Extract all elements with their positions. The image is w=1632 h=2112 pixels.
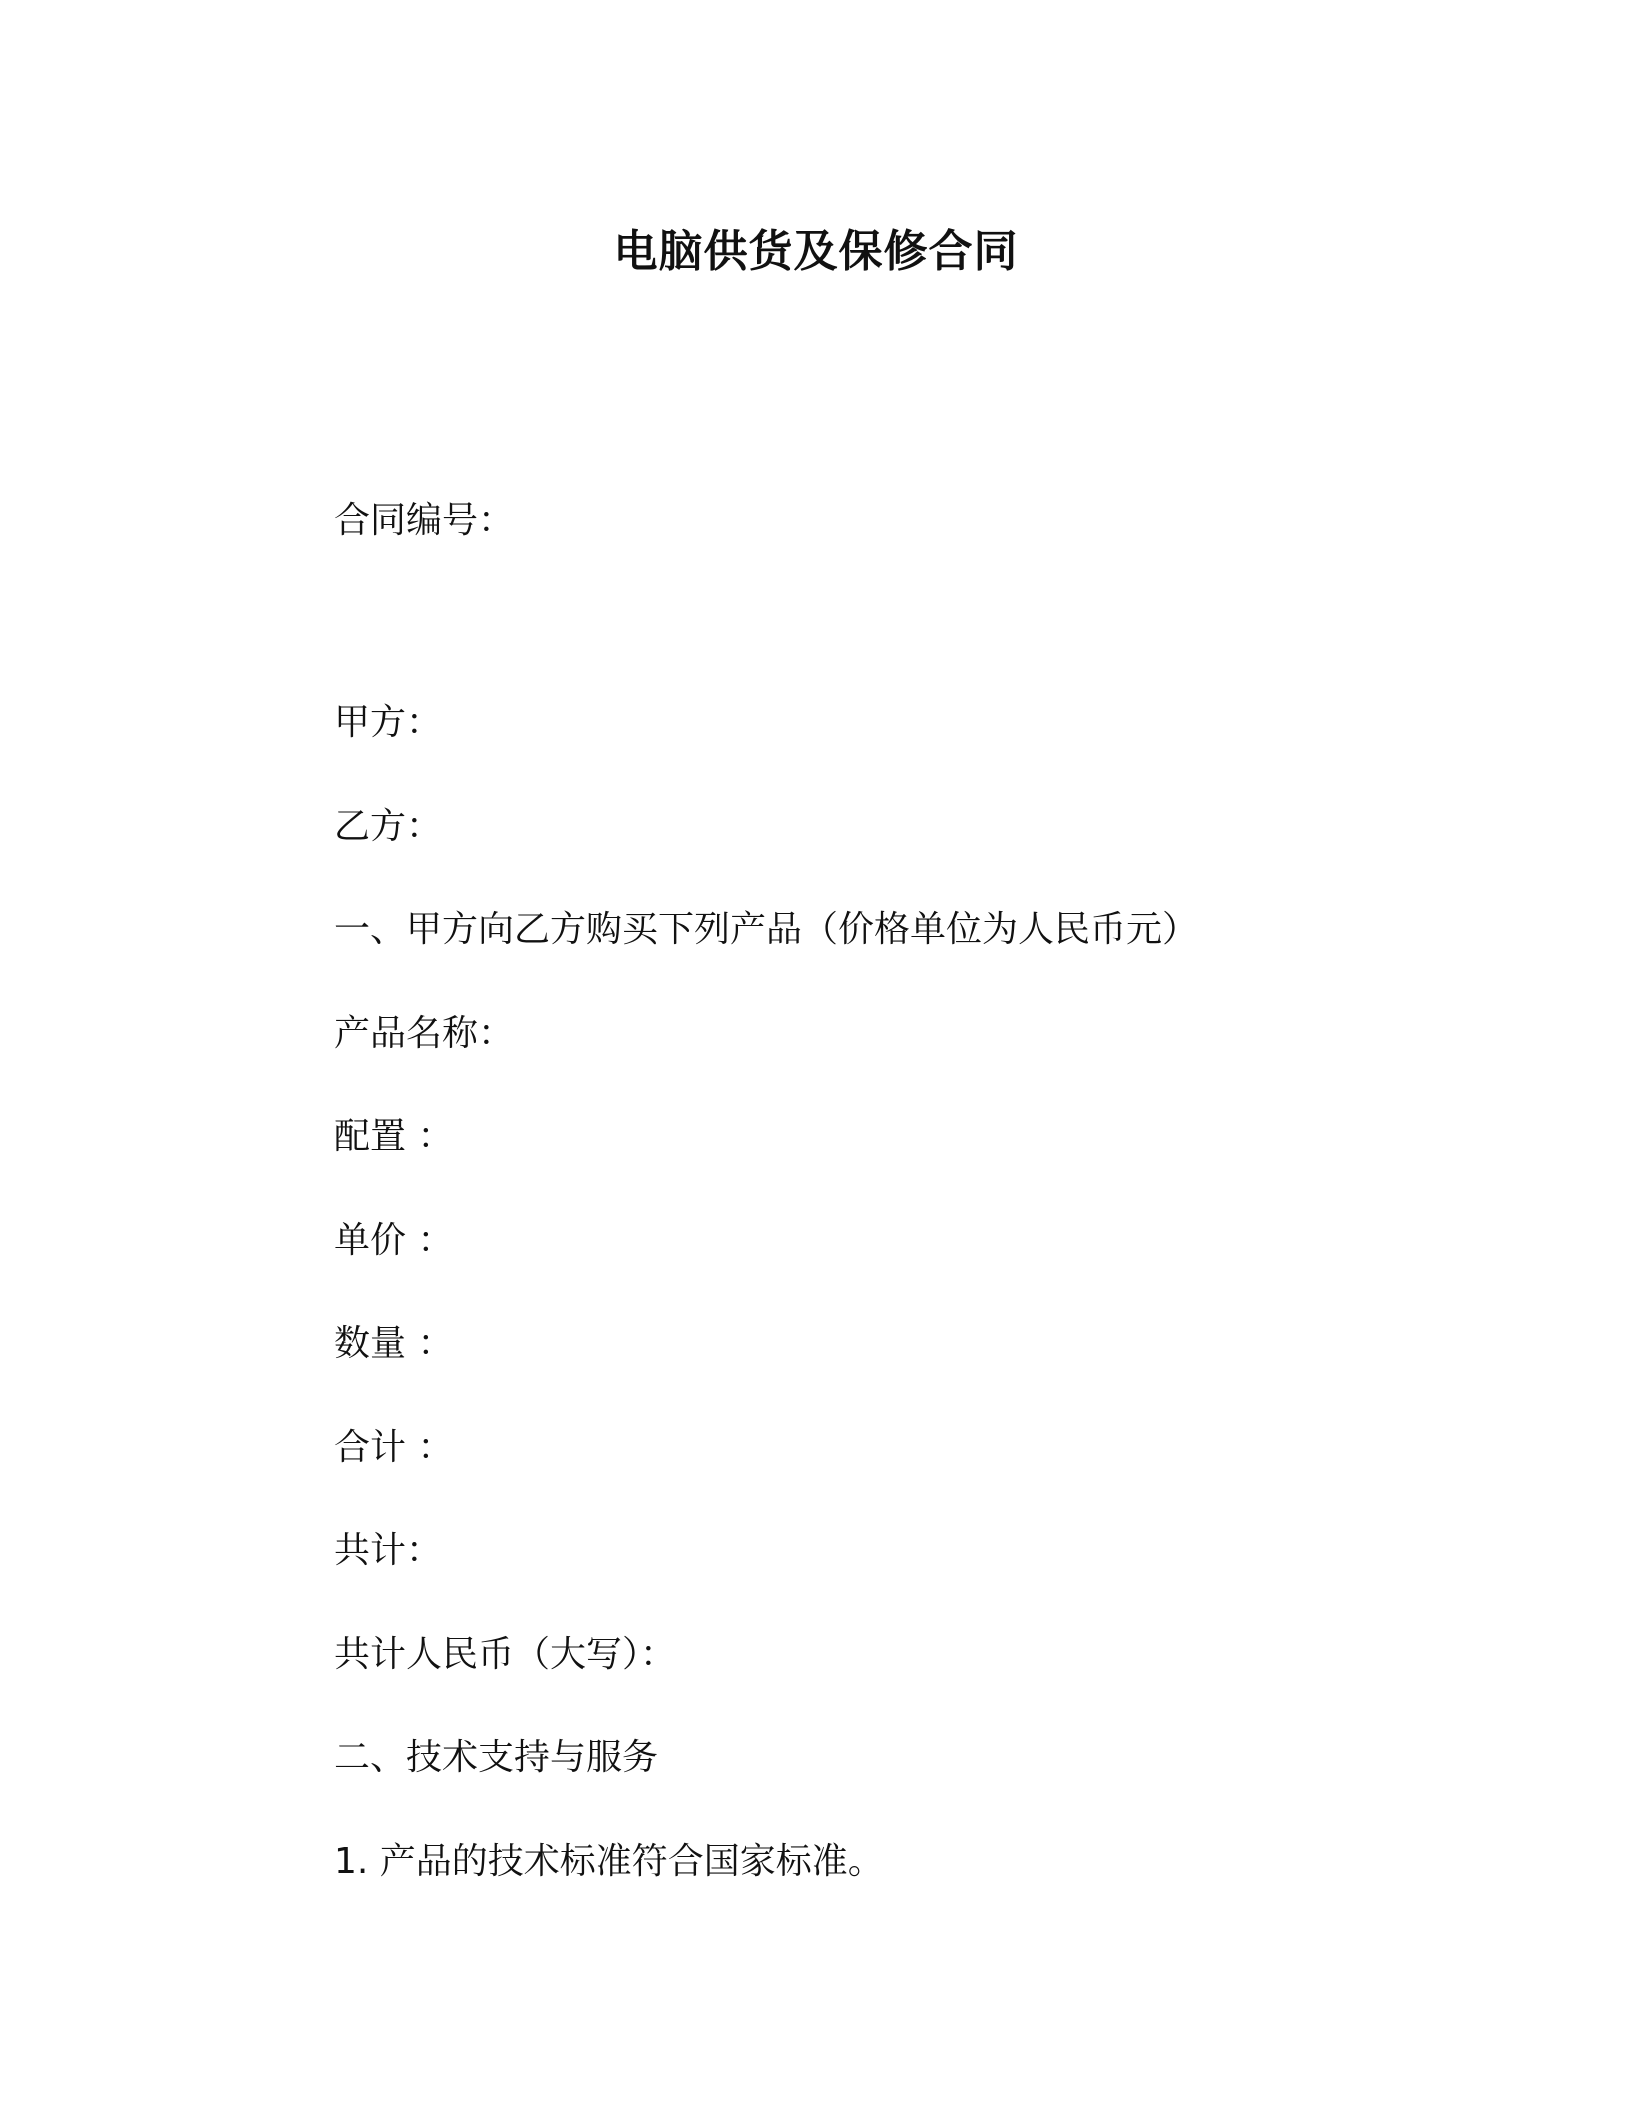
total-rmb-uppercase-label: 共计人民币（大写）： xyxy=(334,1634,677,1675)
quantity-label: 数量 ： xyxy=(334,1323,454,1364)
configuration-label: 配置 ： xyxy=(334,1116,454,1157)
party-b-label: 乙方： xyxy=(334,806,443,847)
section-2-item-1: 1. 产品的技术标准符合国家标准。 xyxy=(334,1841,884,1882)
contract-number-label: 合同编号： xyxy=(334,500,515,541)
section-1-heading: 一、甲方向乙方购买下列产品（价格单位为人民币元） xyxy=(334,909,1199,950)
total-label: 共计： xyxy=(334,1530,443,1571)
document-title: 电脑供货及保修合同 xyxy=(613,226,1019,277)
party-a-label: 甲方： xyxy=(334,702,443,743)
section-2-heading: 二、技术支持与服务 xyxy=(334,1737,659,1778)
unit-price-label: 单价 ： xyxy=(334,1220,454,1261)
subtotal-label: 合计 ： xyxy=(334,1427,454,1468)
product-name-label: 产品名称： xyxy=(334,1013,515,1054)
